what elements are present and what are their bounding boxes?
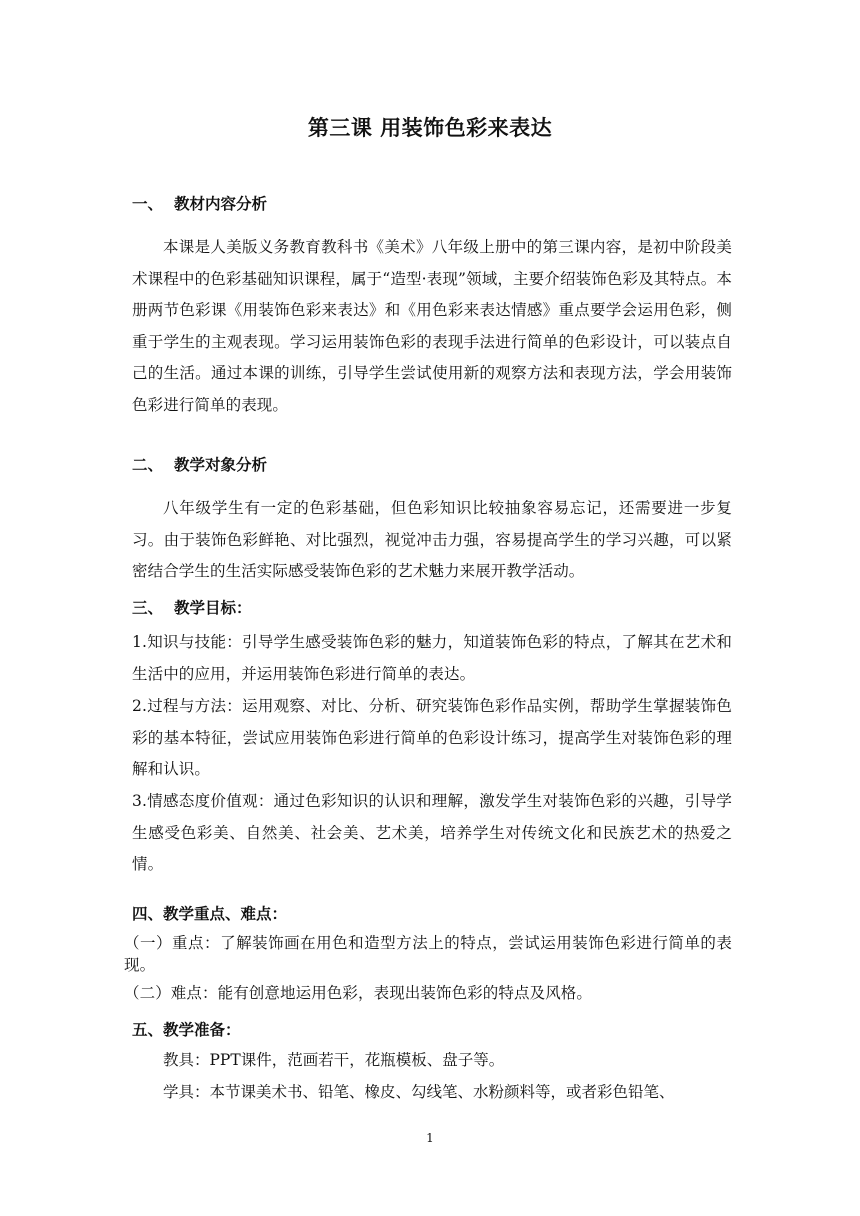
objective-item-2: 2.过程与方法：运用观察、对比、分析、研究装饰色彩作品实例，帮助学生掌握装饰色彩的基本特征，尝试应用装饰色彩进行简单的色彩设计练习，提高学生对装饰色彩的理解和认识。	[132, 697, 732, 778]
section-title: 教学目标：	[174, 599, 252, 617]
section-1-paragraph: 本课是人美版义务教育教科书《美术》八年级上册中的第三课内容，是初中阶段美术课程中的色彩基础知识课程，属于“造型·表现”领域，主要介绍装饰色彩及其特点。本册两节色彩课《用装饰色彩来表达》和《用色彩来表达情感》重点要学会运用色彩，侧重于学生的主观表现。学习运用装饰色彩的表现手法进行简单的色彩设计，可以装点自己的生活。通过本课的训练，引导学生尝试使用新的观察方法和表现方法，学会用装饰色彩进行简单的表现。	[132, 238, 732, 414]
objective-item-1: 1.知识与技能：引导学生感受装饰色彩的魅力，知道装饰色彩的特点，了解其在艺术和生活中的应用，并运用装饰色彩进行简单的表达。	[132, 633, 732, 683]
section-number: 一、	[132, 195, 164, 213]
objective-item-3: 3.情感态度价值观：通过色彩知识的认识和理解，激发学生对装饰色彩的兴趣，引导学生感受色彩美、自然美、社会美、艺术美，培养学生对传统文化和民族艺术的热爱之情。	[132, 792, 732, 873]
section-number: 二、	[132, 456, 164, 474]
section-number: 五、	[132, 1021, 164, 1039]
key-point-item: （一）重点：了解装饰画在用色和造型方法上的特点，尝试运用装饰色彩进行简单的表现。	[124, 934, 732, 974]
section-heading-5	[132, 1018, 241, 1040]
section-heading-3	[132, 596, 252, 618]
section-title: 教材内容分析	[174, 195, 268, 213]
section-heading-4	[132, 902, 287, 924]
section-title: 教学对象分析	[174, 456, 268, 474]
teaching-aids-line: 教具：PPT课件，范画若干，花瓶模板、盘子等。	[163, 1051, 505, 1069]
difficulty-item: （二）难点：能有创意地运用色彩，表现出装饰色彩的特点及风格。	[124, 984, 593, 1002]
section-number: 四、	[132, 905, 164, 923]
student-materials-line: 学具：本节课美术书、铅笔、橡皮、勾线笔、水粉颜料等，或者彩色铅笔、	[163, 1083, 675, 1101]
section-heading-2	[132, 453, 267, 475]
page-number: 1	[426, 1131, 434, 1145]
section-heading-1	[132, 192, 267, 214]
section-2-paragraph: 八年级学生有一定的色彩基础，但色彩知识比较抽象容易忘记，还需要进一步复习。由于装饰色彩鲜艳、对比强烈，视觉冲击力强，容易提高学生的学习兴趣，可以紧密结合学生的生活实际感受装饰色彩的艺术魅力来展开教学活动。	[132, 499, 732, 580]
section-number: 三、	[132, 599, 164, 617]
section-title: 教学重点、难点：	[163, 905, 288, 923]
section-title: 教学准备：	[163, 1021, 241, 1039]
page-title: 第三课 用装饰色彩来表达	[307, 116, 553, 140]
